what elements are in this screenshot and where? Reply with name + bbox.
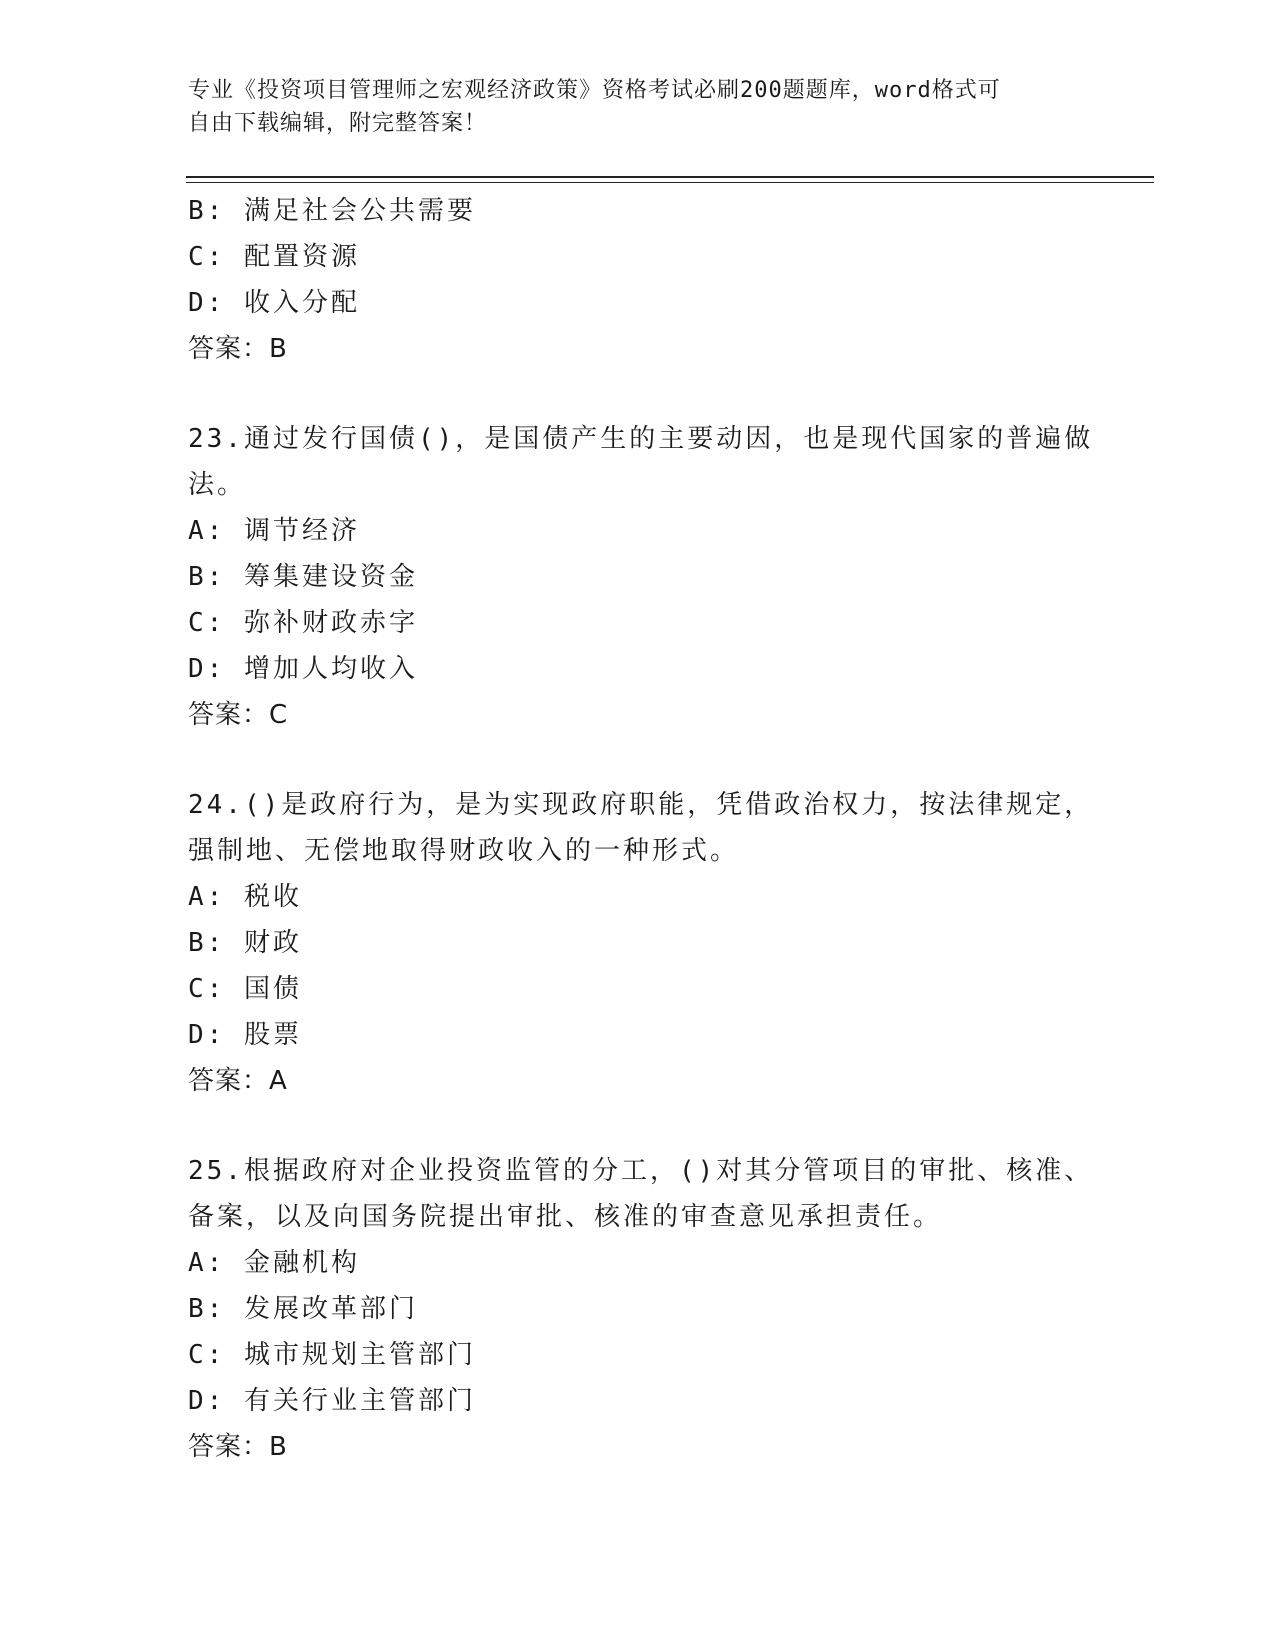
option-b: B: 财政 (188, 928, 302, 958)
option-b: B: 满足社会公共需要 (188, 196, 476, 226)
header-line-1: 专业《投资项目管理师之宏观经济政策》资格考试必刷200题题库，word格式可 (188, 78, 1001, 103)
question-text-cont: 法。 (188, 470, 247, 500)
header-divider (186, 176, 1154, 183)
option-d: D: 有关行业主管部门 (188, 1386, 476, 1416)
question-text-cont: 强制地、无偿地取得财政收入的一种形式。 (188, 836, 740, 866)
option-a: A: 金融机构 (188, 1248, 360, 1278)
option-d: D: 股票 (188, 1020, 302, 1050)
option-b: B: 筹集建设资金 (188, 562, 418, 592)
answer-line: 答案：B (188, 1432, 288, 1462)
spacer (188, 372, 1088, 416)
answer-line: 答案：C (188, 700, 289, 730)
answer-line: 答案：A (188, 1066, 288, 1096)
option-c: C: 配置资源 (188, 242, 360, 272)
document-header (188, 74, 1068, 140)
answer-line: 答案：B (188, 334, 288, 364)
option-a: A: 税收 (188, 882, 302, 912)
question-text: 24.()是政府行为，是为实现政府职能，凭借政治权力，按法律规定， (188, 790, 1094, 820)
option-a: A: 调节经济 (188, 516, 360, 546)
option-d: D: 增加人均收入 (188, 654, 418, 684)
option-c: C: 城市规划主管部门 (188, 1340, 476, 1370)
option-b: B: 发展改革部门 (188, 1294, 418, 1324)
option-c: C: 弥补财政赤字 (188, 608, 418, 638)
header-line-2: 自由下载编辑，附完整答案！ (188, 111, 488, 136)
question-22-continued (188, 188, 1088, 372)
question-text-cont: 备案，以及向国务院提出审批、核准的审查意见承担责任。 (188, 1202, 943, 1232)
question-24 (188, 782, 1094, 1104)
spacer (188, 1104, 1088, 1148)
question-text: 23.通过发行国债()，是国债产生的主要动因，也是现代国家的普遍做 (188, 424, 1094, 454)
spacer (188, 738, 1088, 782)
question-23 (188, 416, 1094, 738)
question-text: 25.根据政府对企业投资监管的分工，()对其分管项目的审批、核准、 (188, 1156, 1094, 1186)
document-body (188, 188, 1094, 1470)
option-d: D: 收入分配 (188, 288, 360, 318)
option-c: C: 国债 (188, 974, 302, 1004)
question-25 (188, 1148, 1094, 1470)
